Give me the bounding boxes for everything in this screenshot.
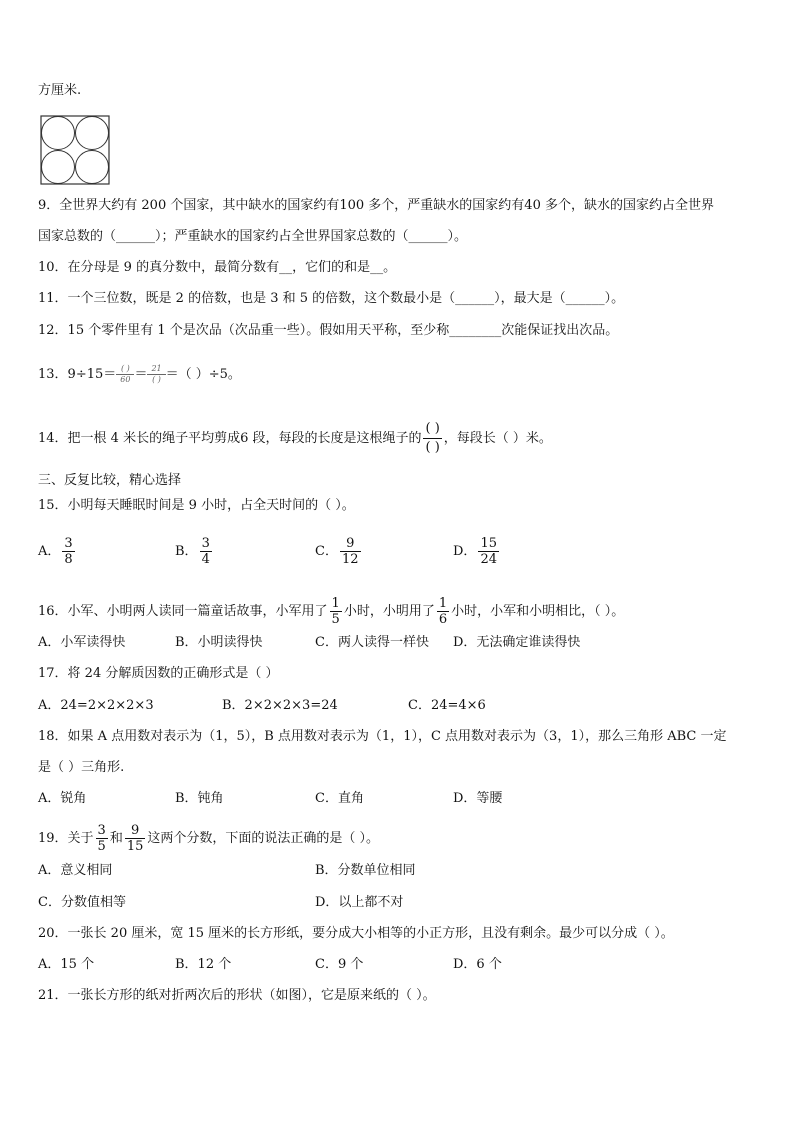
frac-den: 6 [438,612,448,627]
question-21: 21．一张长方形的纸对折两次后的形状（如图），它是原来纸的（ ）。 [38,988,436,1003]
q16-fraction-2 [437,596,449,627]
q16-text-3: 小时，小军和小明相比，（ ）。 [451,604,625,619]
option-fraction [200,536,212,567]
frac-num: 1 [331,596,340,611]
question-16 [38,596,624,627]
question-9-line2: 国家总数的（______）；严重缺水的国家约占全世界国家总数的（______）。 [38,229,468,244]
q15-option-a [38,536,77,567]
frac-num: 9 [130,823,140,838]
q19-option-a: A．意义相同 [38,863,113,878]
option-fraction [62,536,74,567]
question-11: 11．一个三位数，既是 2 的倍数，也是 3 和 5 的倍数，这个数最小是（______），最大是（______）。 [38,291,625,306]
option-label: C． [315,544,338,559]
q13-fraction-1 [116,364,134,385]
q14-prefix: 14．把一根 4 米长的绳子平均剪成6 段，每段的长度是这根绳子的 [38,431,422,446]
option-label: B． [175,544,198,559]
q13-prefix: 13．9÷15＝ [38,367,117,382]
circle [42,151,75,184]
question-18-line1: 18．如果 A 点用数对表示为（1，5），B 点用数对表示为（1，1），C 点用数对表示为（3，1），那么三角形 ABC 一定 [38,729,727,744]
question-12: 12．15 个零件里有 1 个是次品（次品重一些）。假如用天平称，至少称________次能保证找出次品。 [38,323,619,338]
q19-option-d: D．以上都不对 [315,895,404,910]
q19-fraction-1 [96,823,108,854]
option-label: D． [453,544,477,559]
question-19 [38,823,379,854]
q16-option-b: B．小明读得快 [175,635,263,650]
question-17: 17．将 24 分解质因数的正确形式是（ ） [38,666,279,681]
section-heading: 三、反复比较，精心选择 [38,473,182,488]
q13-f2-den: ( ) [147,374,165,385]
q18-option-c: C．直角 [315,791,364,806]
q14-fraction [423,420,441,457]
q19-option-c: C．分数值相等 [38,895,126,910]
frac-den: 8 [64,552,73,567]
frac-num: 3 [97,823,106,838]
q13-f2-num: 21 [151,364,162,373]
question-13 [38,364,241,385]
q14-suffix: ，每段长（ ）米。 [443,431,552,446]
q15-option-b [175,536,214,567]
frac-num: 1 [438,596,448,611]
q13-f1-den: 60 [116,374,134,385]
circle [76,117,109,150]
q16-fraction-1 [330,596,342,627]
option-label: A． [38,544,61,559]
q13-fraction-2 [147,364,165,385]
frac-den: 5 [331,612,340,627]
q16-text-2: 小时，小明用了 [343,604,435,619]
q13-f1-num: ( ) [120,364,130,373]
question-18-line2: 是（ ）三角形. [38,760,125,775]
q18-option-d: D．等腰 [453,791,503,806]
q20-option-c: C．9 个 [315,957,364,972]
square-outline [41,116,109,184]
q17-option-a: A．24=2×2×2×3 [38,698,154,713]
question-10: 10．在分母是 9 的真分数中，最简分数有__，它们的和是__。 [38,260,397,275]
q16-option-c: C．两人读得一样快 [315,635,429,650]
q13-equals: ＝ [134,367,148,382]
question-20: 20．一张长 20 厘米，宽 15 厘米的长方形纸，要分成大小相等的小正方形，且没有剩余。最少可以分成（ ）。 [38,926,674,941]
option-fraction [478,536,499,567]
frac-den: 15 [126,839,144,854]
four-circles-figure [40,115,110,185]
q18-option-b: B．钝角 [175,791,224,806]
question-15: 15．小明每天睡眠时间是 9 小时，占全天时间的（ ）。 [38,498,355,513]
q15-option-d [453,536,501,567]
circle [76,151,109,184]
frac-num: 9 [346,536,355,551]
q13-suffix: ＝（ ）÷5。 [165,367,241,382]
continued-text: 方厘米. [38,83,82,98]
q19-option-b: B．分数单位相同 [315,863,416,878]
q19-text-2: 这两个分数，下面的说法正确的是（ ）。 [147,831,380,846]
frac-num: 3 [201,536,210,551]
frac-num: 15 [480,536,497,551]
q16-option-a: A．小军读得快 [38,635,126,650]
q16-option-d: D．无法确定谁读得快 [453,635,581,650]
q19-text-1: 19．关于 [38,831,94,846]
q20-option-b: B．12 个 [175,957,232,972]
frac-den: 24 [480,552,497,567]
option-fraction [340,536,361,567]
q20-option-d: D．6 个 [453,957,502,972]
q19-fraction-2 [125,823,146,854]
q17-option-c: C．24=4×6 [408,698,486,713]
frac-den: 4 [201,552,210,567]
frac-num: 3 [64,536,73,551]
q14-num: ( ) [425,421,440,436]
question-14 [38,420,552,457]
q17-option-b: B．2×2×2×3=24 [222,698,338,713]
question-9-line1: 9．全世界大约有 200 个国家，其中缺水的国家约有100 多个，严重缺水的国家约有40 多个，缺水的国家约占全世界 [38,198,714,213]
frac-den: 12 [341,552,359,567]
q15-option-c [315,536,363,567]
q14-den: ( ) [425,440,440,455]
q20-option-a: A．15 个 [38,957,95,972]
q18-option-a: A．锐角 [38,791,87,806]
q19-and: 和 [109,831,123,846]
frac-den: 5 [97,839,106,854]
circle [42,117,75,150]
q16-text-1: 16．小军、小明两人读同一篇童话故事，小军用了 [38,604,328,619]
